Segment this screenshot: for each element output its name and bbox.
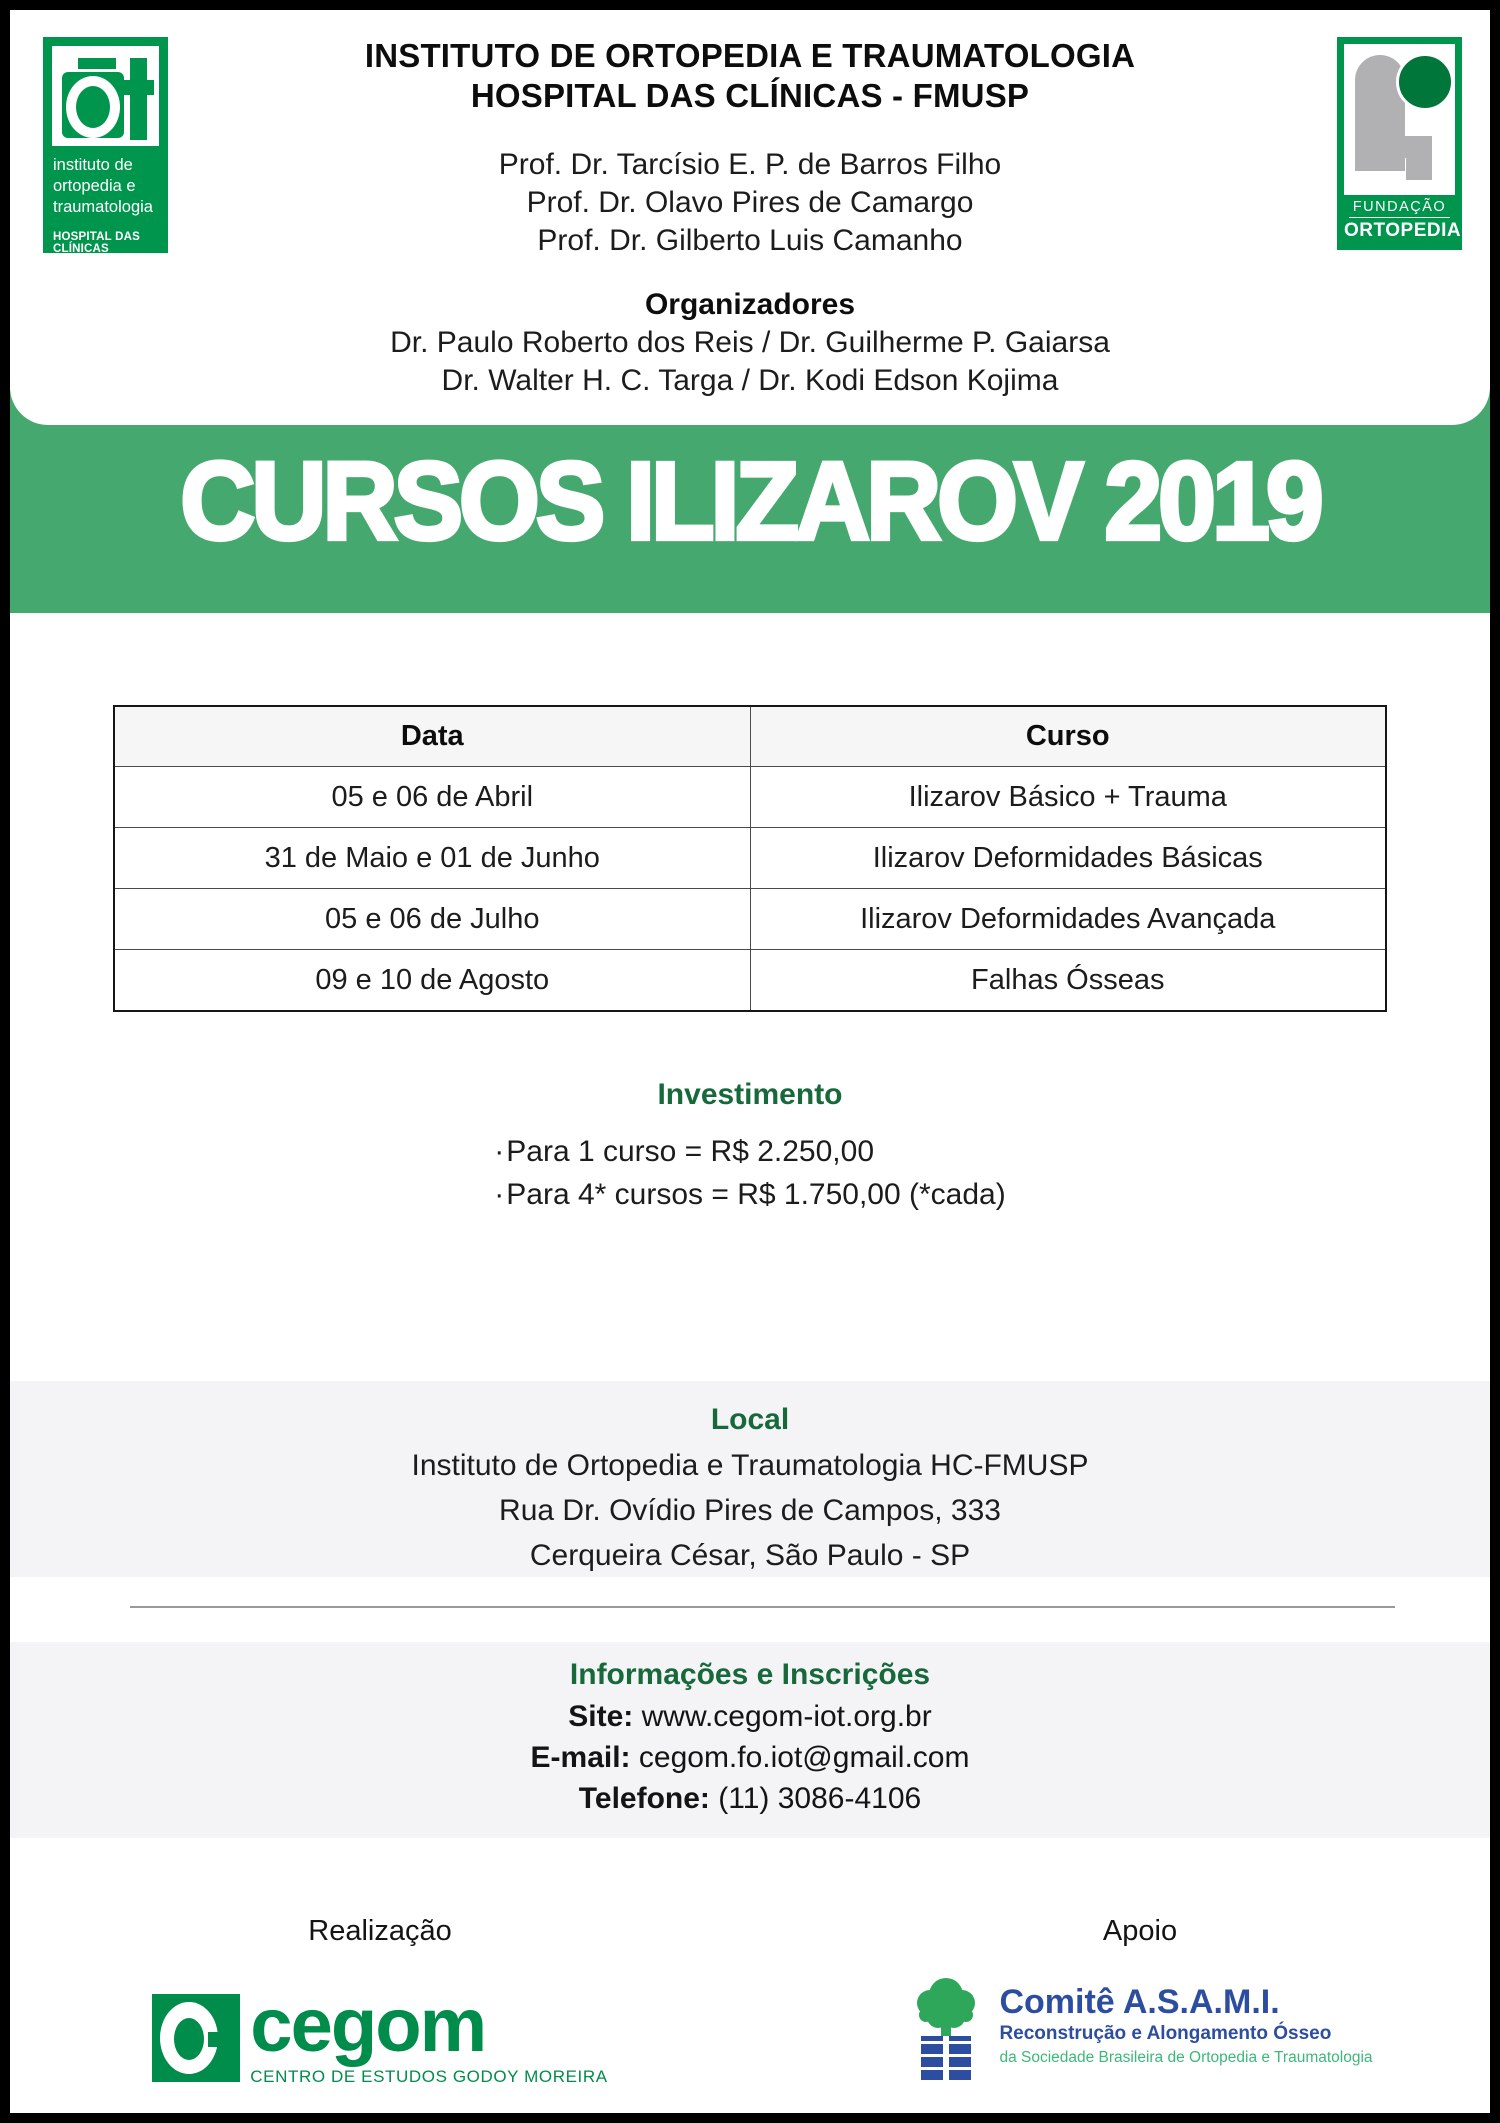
- site-line: [10, 1696, 1490, 1737]
- iot-logo-name-line: ortopedia e: [53, 177, 136, 195]
- fundacao-logo-circle-icon: [1396, 53, 1454, 111]
- date-cell: 31 de Maio e 01 de Junho: [114, 828, 750, 889]
- professor-name: Prof. Dr. Olavo Pires de Camargo: [526, 186, 974, 219]
- iot-logo-mark-icon: [52, 46, 159, 146]
- table-header-row: [114, 706, 1386, 767]
- location-line: Rua Dr. Ovídio Pires de Campos, 333: [499, 1494, 1001, 1527]
- investment-title: Investimento: [657, 1078, 843, 1111]
- location-line: Instituto de Ortopedia e Traumatologia HC-FMUSP: [411, 1449, 1089, 1482]
- phone-value: (11) 3086-4106: [718, 1782, 922, 1815]
- institute-title-line2: HOSPITAL DAS CLÍNICAS - FMUSP: [470, 77, 1030, 114]
- asami-title: Comitê A.S.A.M.I.: [999, 1983, 1280, 2021]
- investment-item: ·Para 1 curso = R$ 2.250,00: [494, 1135, 874, 1168]
- asami-society-line: da Sociedade Brasileira de Ortopedia e Traumatologia: [999, 2049, 1373, 2066]
- table-row: [114, 950, 1386, 1012]
- location-title: Local: [710, 1403, 790, 1436]
- asami-subtitle: Reconstrução e Alongamento Ósseo: [999, 2023, 1332, 2044]
- date-cell: 09 e 10 de Agosto: [114, 950, 750, 1012]
- iot-logo-name-line: instituto de: [53, 156, 133, 174]
- email-line: [10, 1737, 1490, 1778]
- cegom-logo: [130, 1983, 630, 2087]
- table-row: [114, 828, 1386, 889]
- organizer-name: Dr. Paulo Roberto dos Reis / Dr. Guilherme P. Gaiarsa: [390, 326, 1110, 359]
- location-section: [10, 1381, 1490, 1577]
- email-label: E-mail:: [530, 1741, 631, 1774]
- info-title: Informações e Inscrições: [569, 1658, 931, 1691]
- iot-logo-name-line: traumatologia: [53, 198, 153, 216]
- column-header-data: Data: [114, 706, 750, 767]
- investment-item: ·Para 4* cursos = R$ 1.750,00 (*cada): [494, 1178, 1006, 1211]
- iot-logo: [43, 37, 168, 278]
- cegom-logo-icon: [152, 1994, 240, 2082]
- professors-block: [200, 146, 1300, 260]
- iot-logo-hospital-line: HOSPITAL DAS CLÍNICAS: [53, 231, 140, 255]
- table-row: [114, 767, 1386, 828]
- course-cell: Ilizarov Deformidades Avançada: [750, 889, 1386, 950]
- site-value: www.cegom-iot.org.br: [641, 1700, 932, 1733]
- cegom-name: cegom: [250, 1983, 486, 2068]
- organizers-title: Organizadores: [644, 288, 856, 321]
- page-title: CURSOS ILIZAROV 2019: [180, 440, 1320, 564]
- location-line: Cerqueira César, São Paulo - SP: [529, 1539, 971, 1572]
- apoio-block: [880, 1915, 1400, 2086]
- schedule-table: [113, 705, 1387, 1012]
- asami-logo: [880, 1962, 1400, 2086]
- professor-name: Prof. Dr. Tarcísio E. P. de Barros Filho: [498, 148, 1002, 181]
- email-value: cegom.fo.iot@gmail.com: [638, 1741, 970, 1774]
- realizacao-label: Realização: [308, 1915, 452, 1947]
- section-divider: [130, 1606, 1395, 1608]
- site-label: Site:: [568, 1700, 634, 1733]
- date-cell: 05 e 06 de Abril: [114, 767, 750, 828]
- course-cell: Ilizarov Básico + Trauma: [750, 767, 1386, 828]
- professor-name: Prof. Dr. Gilberto Luis Camanho: [537, 224, 963, 257]
- bullet-icon: ·: [494, 1135, 505, 1168]
- header-text-block: [200, 36, 1300, 400]
- iot-logo-faculty-line: FACULDADE DE MEDICINA - USP: [53, 258, 123, 278]
- course-cell: Falhas Ósseas: [750, 950, 1386, 1012]
- fundacao-bottom-word: ORTOPEDIA: [1344, 220, 1462, 241]
- investment-list: [10, 1130, 1490, 1216]
- apoio-label: Apoio: [1102, 1915, 1178, 1947]
- institute-title-line1: INSTITUTO DE ORTOPEDIA E TRAUMATOLOGIA: [364, 37, 1136, 74]
- realizacao-block: [130, 1915, 630, 2087]
- fundacao-top-word: FUNDAÇÃO: [1349, 199, 1450, 218]
- phone-line: [10, 1778, 1490, 1819]
- asami-tree-icon: [929, 1978, 963, 2012]
- phone-label: Telefone:: [578, 1782, 710, 1815]
- info-section: [10, 1642, 1490, 1838]
- table-row: [114, 889, 1386, 950]
- organizer-name: Dr. Walter H. C. Targa / Dr. Kodi Edson Kojima: [441, 364, 1059, 397]
- column-header-curso: Curso: [750, 706, 1386, 767]
- course-cell: Ilizarov Deformidades Básicas: [750, 828, 1386, 889]
- date-cell: 05 e 06 de Julho: [114, 889, 750, 950]
- header-card: [10, 10, 1490, 425]
- bullet-icon: ·: [494, 1178, 505, 1211]
- asami-frame-icon: [918, 2036, 974, 2080]
- fundacao-ortopedia-logo: [1337, 37, 1462, 250]
- cegom-subtitle: CENTRO DE ESTUDOS GODOY MOREIRA: [250, 2066, 608, 2086]
